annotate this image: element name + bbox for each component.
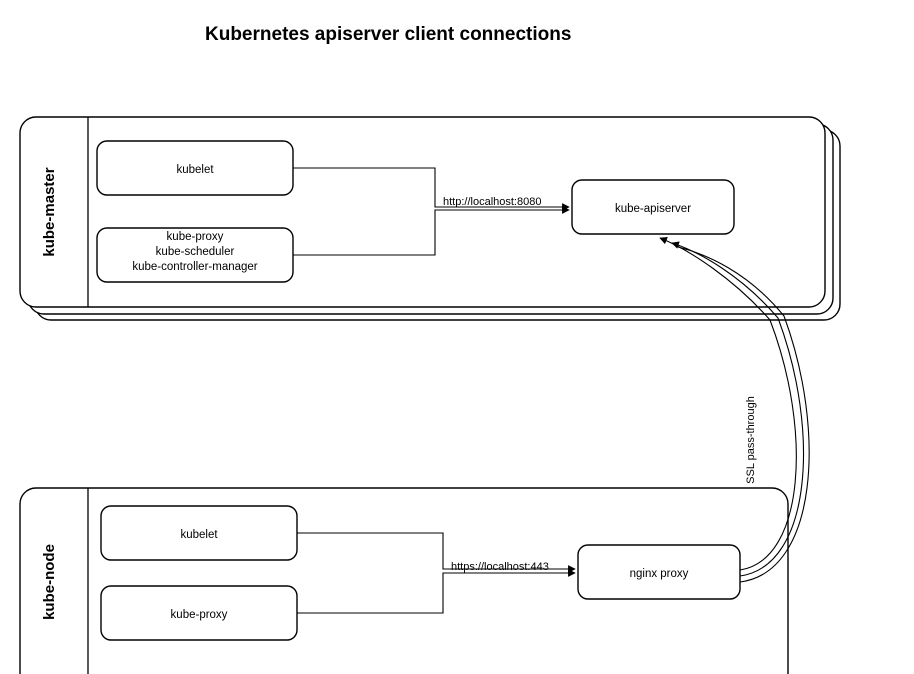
node-master-clients-line-3: kube-controller-manager (132, 261, 258, 273)
node-node-kube-proxy-label: kube-proxy (170, 609, 228, 621)
edge-label-https: https://localhost:443 (451, 561, 549, 573)
node-nginx-proxy-label: nginx proxy (629, 568, 689, 580)
node-node-kubelet-label: kubelet (180, 529, 218, 541)
diagram-title: Kubernetes apiserver client connections (205, 24, 572, 45)
node-master-kubelet-label: kubelet (176, 164, 214, 176)
kube-master-group-label: kube-master (41, 167, 58, 257)
node-master-clients-line-1: kube-proxy (166, 231, 224, 243)
edge-label-ssl-pass-through: SSL pass-through (745, 396, 757, 484)
kube-node-group-label: kube-node (41, 544, 58, 620)
node-kube-apiserver-label: kube-apiserver (614, 203, 692, 215)
node-master-clients-line-2: kube-scheduler (155, 246, 235, 258)
edge-label-http: http://localhost:8080 (443, 196, 542, 208)
